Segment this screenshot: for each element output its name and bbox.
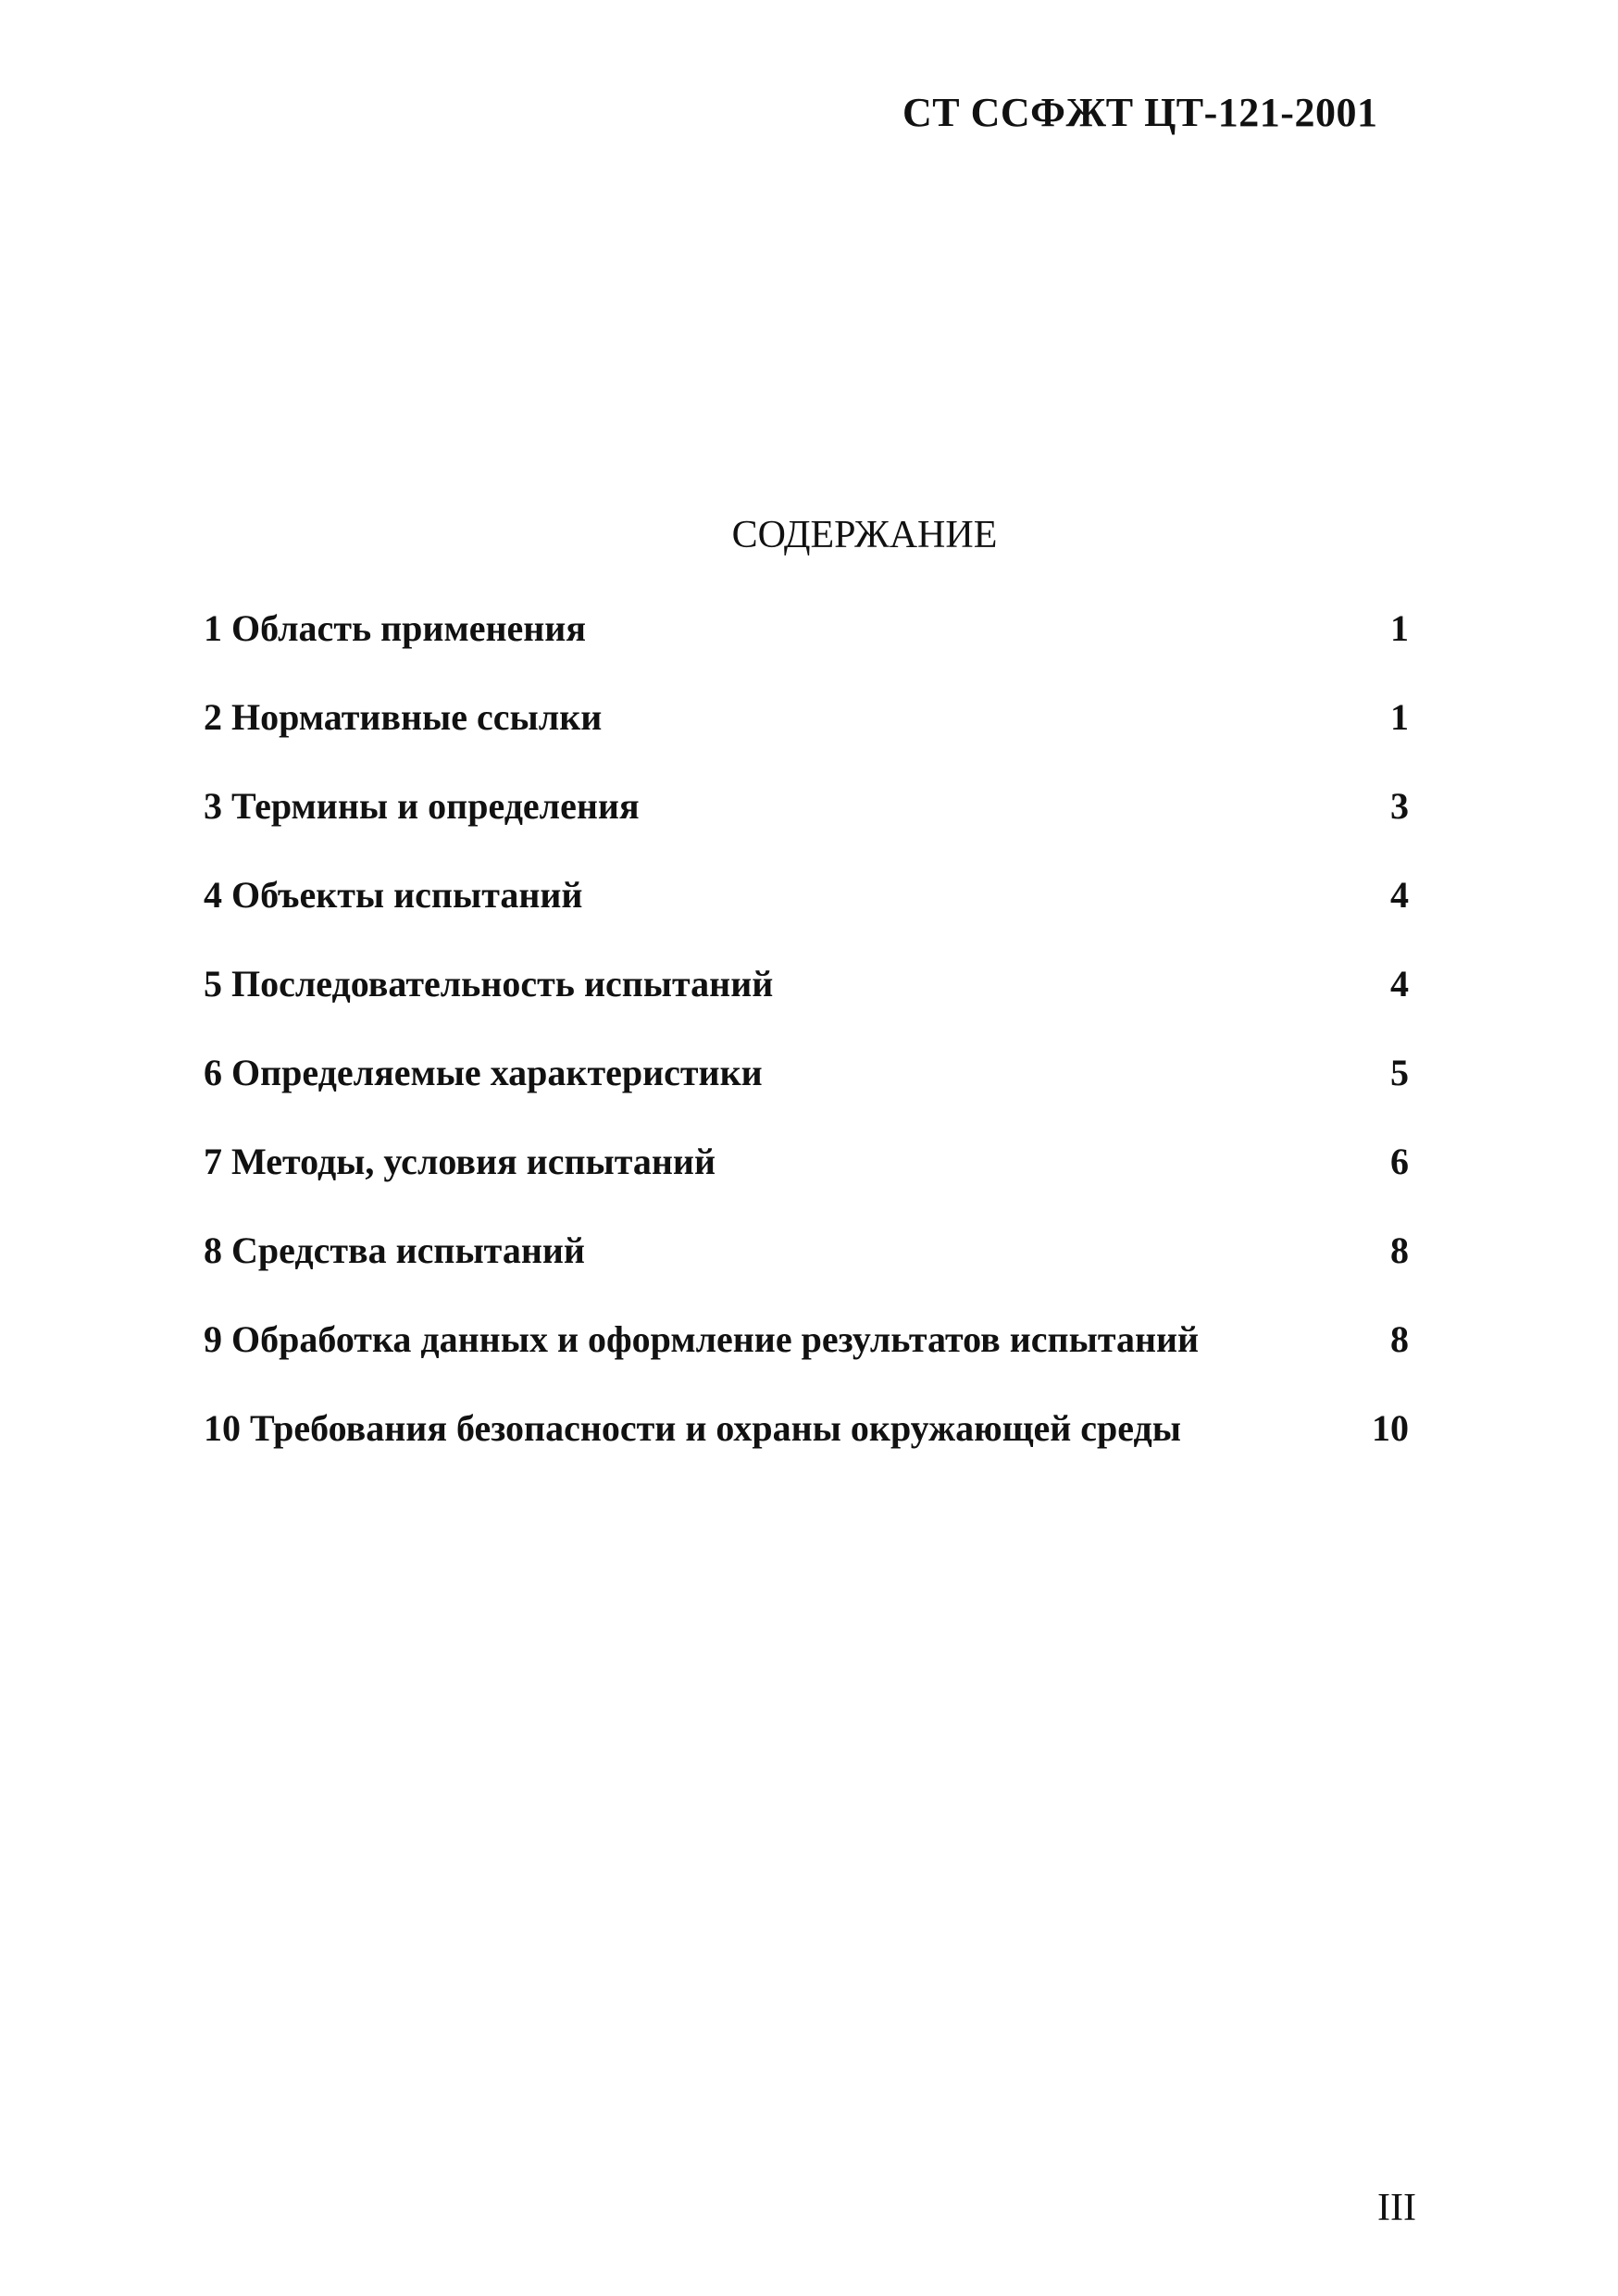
toc-entry-label: 7 Методы, условия испытаний [204,1141,716,1182]
table-of-contents [204,606,1409,1495]
document-code: СТ ССФЖТ ЦТ-121-2001 [902,90,1378,135]
page-number: III [1377,2187,1416,2229]
toc-entry-page: 6 [1390,1141,1409,1182]
toc-entry-label: 10 Требования безопасности и охраны окружающей среды [204,1407,1181,1449]
toc-entry-label: 3 Термины и определения [204,785,640,827]
toc-entry-page: 1 [1390,696,1409,738]
toc-entry-label: 5 Последовательность испытаний [204,963,774,1004]
toc-entry[interactable] [204,962,1409,1051]
toc-entry-label: 8 Средства испытаний [204,1229,585,1271]
toc-entry-page: 8 [1390,1229,1409,1271]
toc-entry[interactable] [204,784,1409,873]
toc-entry-label: 2 Нормативные ссылки [204,696,603,738]
toc-entry-page: 10 [1372,1407,1409,1449]
toc-title: СОДЕРЖАНИЕ [731,514,998,556]
toc-entry[interactable] [204,606,1409,695]
toc-entry-page: 8 [1390,1318,1409,1360]
toc-entry[interactable] [204,695,1409,784]
toc-entry-label: 6 Определяемые характеристики [204,1052,763,1093]
toc-entry[interactable] [204,873,1409,962]
toc-entry-page: 5 [1390,1052,1409,1093]
toc-entry[interactable] [204,1317,1409,1406]
toc-entry[interactable] [204,1406,1409,1495]
toc-entry-page: 4 [1390,874,1409,916]
toc-entry-label: 4 Объекты испытаний [204,874,583,916]
toc-entry-label: 9 Обработка данных и оформление результатов испытаний [204,1318,1200,1360]
toc-entry-page: 1 [1390,607,1409,649]
toc-entry-page: 4 [1390,963,1409,1004]
toc-entry[interactable] [204,1229,1409,1317]
toc-entry[interactable] [204,1140,1409,1229]
toc-entry-label: 1 Область применения [204,607,586,649]
toc-entry-page: 3 [1390,785,1409,827]
toc-entry[interactable] [204,1051,1409,1140]
